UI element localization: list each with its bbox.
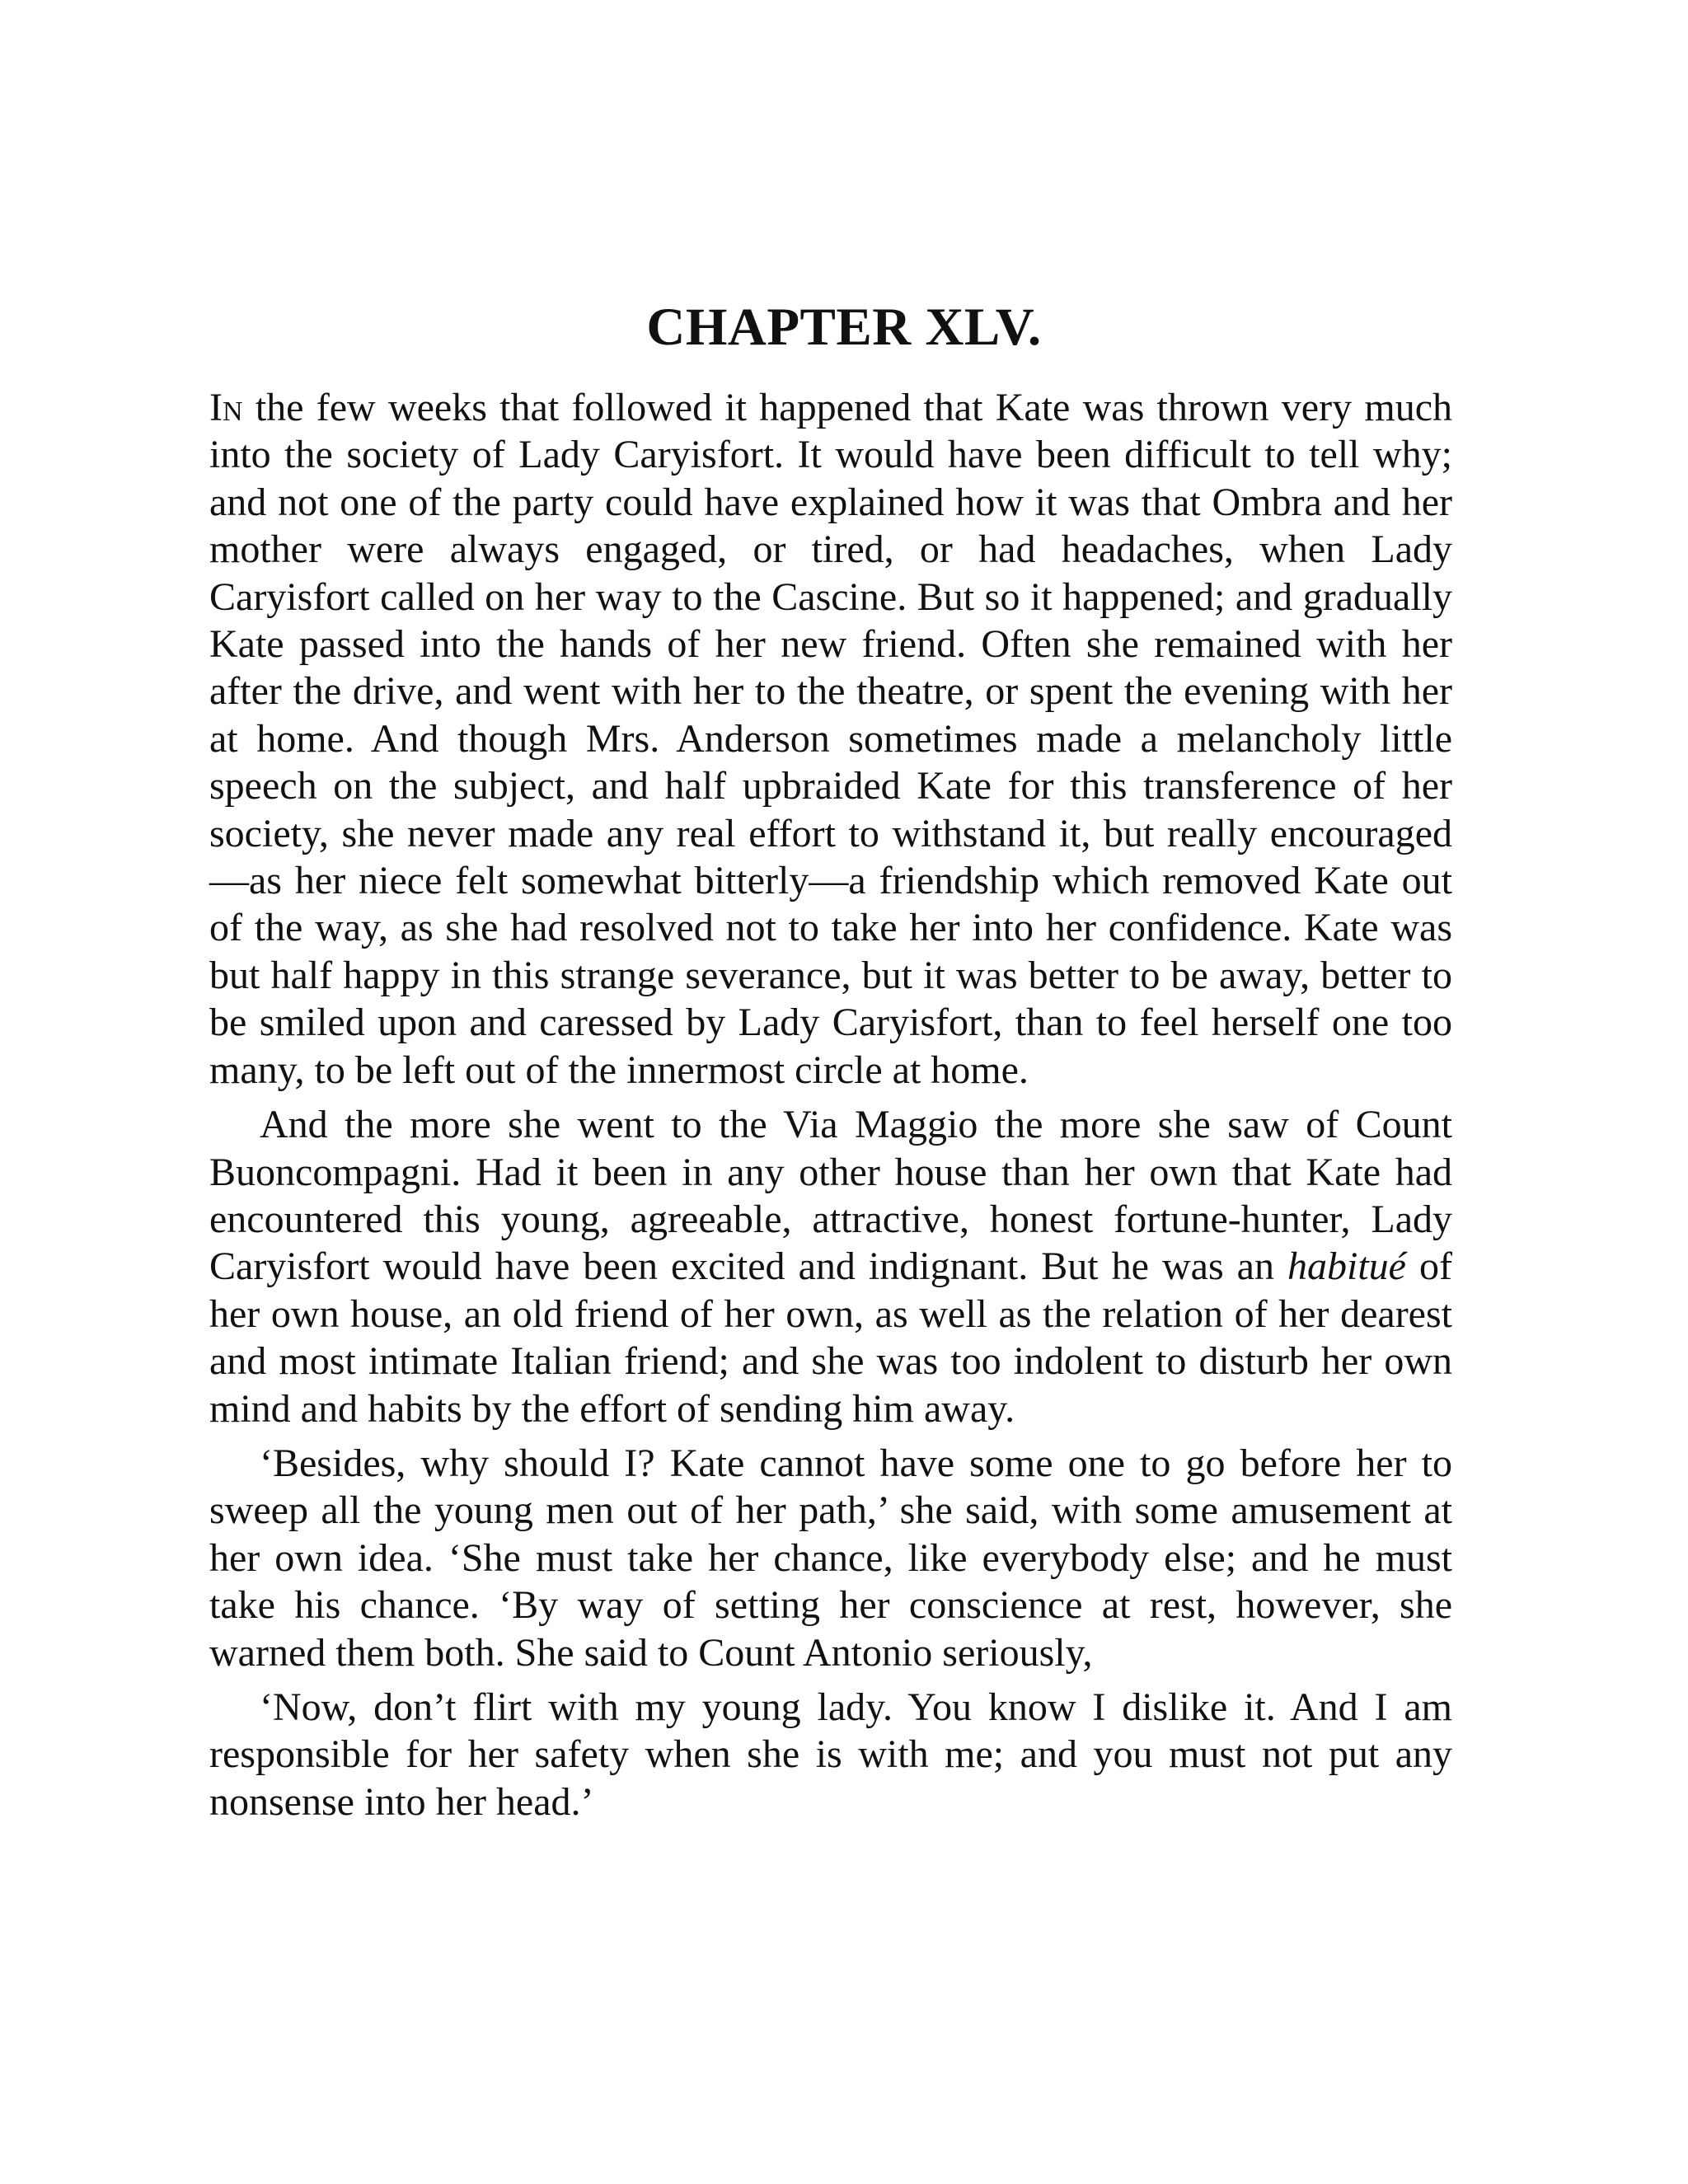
paragraph-2-text-before: And the more she went to the Via Maggio the more she saw of Count Buoncompagni. Had it been in any other house than her own that Kate had encountered this young, agreeable, attractive, honest fortune-hunter, Lady Caryisfort would have been excited and indignant. But he was an xyxy=(209,1103,1452,1289)
chapter-body xyxy=(209,384,1452,1833)
paragraph-3: ‘Besides, why should I? Kate cannot have some one to go before her to sweep all the young men out of her path,’ she said, with some amusement at her own idea. ‘She must take her chance, like everybody else; and he must take his chance. ‘By way of setting her conscience at rest, however, she warned them both. She said to Count Antonio seriously, xyxy=(209,1441,1452,1675)
chapter-heading: CHAPTER XLV. xyxy=(646,298,1042,357)
paragraph-lead-word: In xyxy=(209,386,243,429)
italic-word: habitué xyxy=(1287,1244,1406,1289)
paragraph-1 xyxy=(209,384,1452,1094)
paragraph-4: ‘Now, don’t flirt with my young lady. You know I dislike it. And I am responsible for her safety when she is with me; and you must not put any nonsense into her head.’ xyxy=(209,1685,1452,1824)
paragraph-2 xyxy=(209,1101,1452,1432)
paragraph-1-text: the few weeks that followed it happened that Kate was thrown very much into the society of Lady Caryisfort. It would have been difficult to tell why; and not one of the party could have explained how it was that Ombra and her mother were always engaged, or tired, or had headaches, when Lady Caryisfort called on her way to the Cascine. But so it happened; and gradually Kate passed into the hands of her new friend. Often she remained with her after the drive, and went with her to the theatre, or spent the evening with her at home. And though Mrs. Anderson sometimes made a melancholy little speech on the subject, and half upbraided Kate for this transference of her society, she never made any real effort to withstand it, but really encouraged—as her niece felt somewhat bitterly—a friendship which removed Kate out of the way, as she had resolved not to take her into her confidence. Kate was but half happy in this strange severance, but it was better to be away, better to be smiled upon and caressed by Lady Caryisfort, than to feel herself one too many, to be left out of the innermost circle at home. xyxy=(209,386,1452,1092)
paragraph-2-text-after: of her own house, an old friend of her own, as well as the relation of her dearest and most intimate Italian friend; and she was too indolent to disturb her own mind and habits by the effort of sending him away. xyxy=(209,1244,1452,1431)
